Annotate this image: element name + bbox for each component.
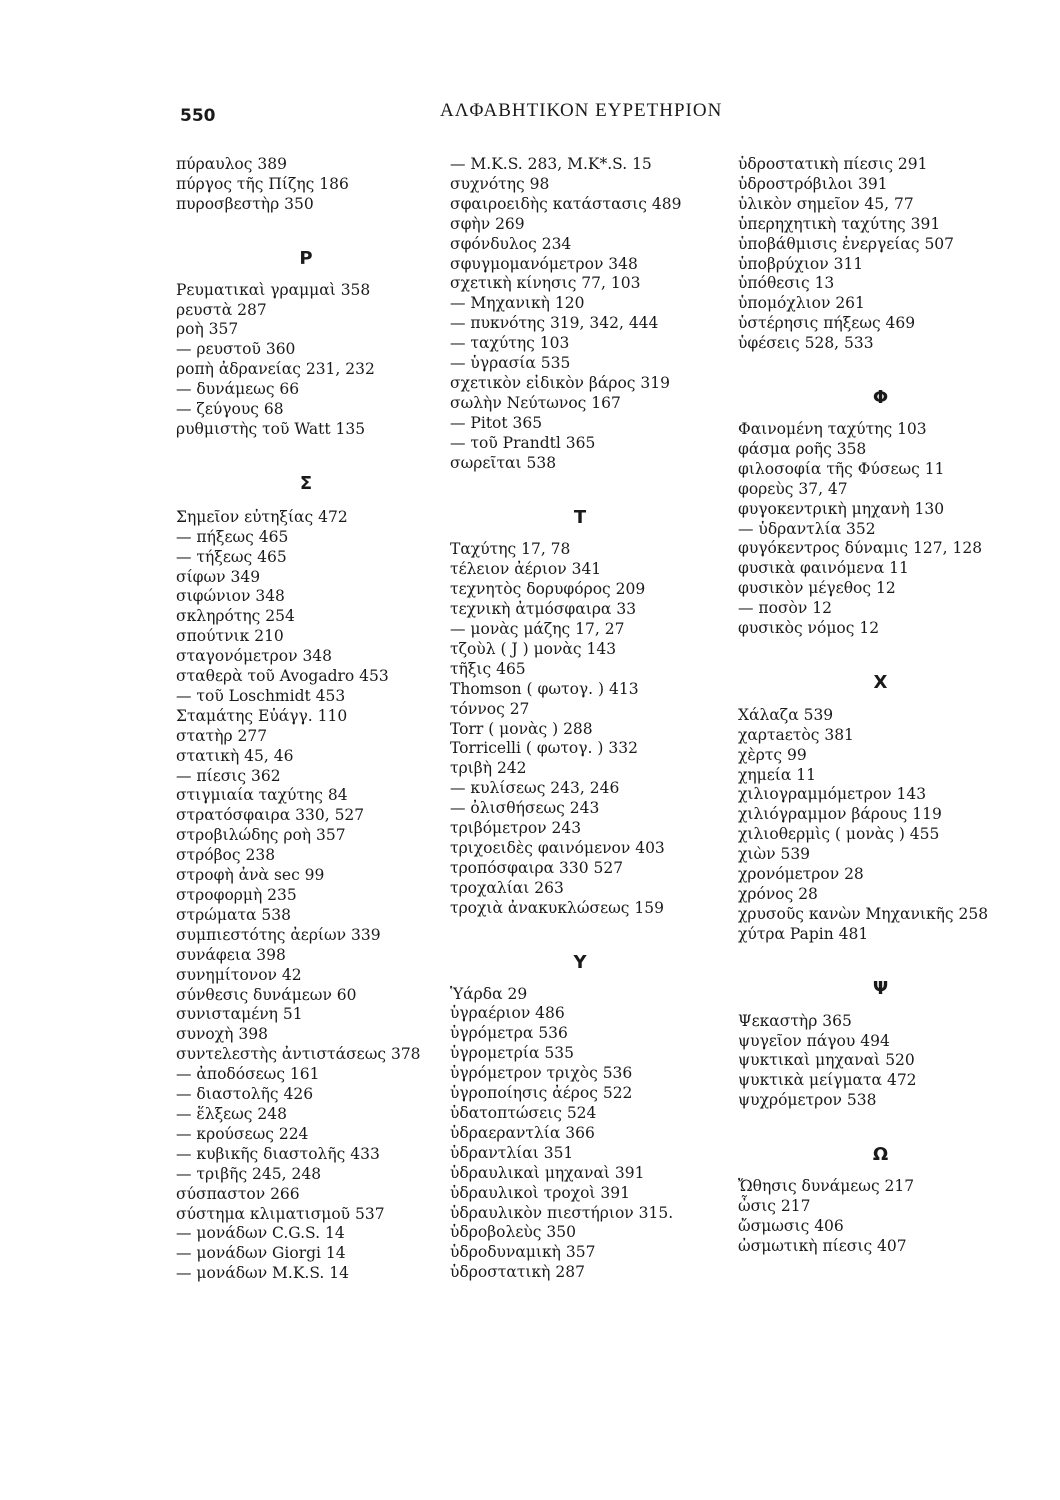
index-entry: ὦσις 217: [738, 1196, 811, 1215]
index-entry: πύργος τῆς Πίζης 186: [176, 174, 349, 193]
index-entry: — Μηχανικὴ 120: [450, 294, 585, 313]
index-entry: — τοῦ Loschmidt 453: [176, 686, 346, 705]
index-entry: συμπιεστότης ἀερίων 339: [176, 925, 381, 944]
index-entry: σχετικὸν εἰδικὸν βάρος 319: [450, 373, 670, 392]
index-entry: φιλοσοφία τῆς Φύσεως 11: [738, 459, 945, 478]
index-entry: ροὴ 357: [176, 320, 239, 339]
index-entry: συνοχὴ 398: [176, 1025, 268, 1044]
page-number: 550: [180, 106, 216, 126]
index-entry: ὑδραυλικὸν πιεστήριον 315.: [450, 1203, 674, 1222]
index-entry: ὠσμωτικὴ πίεσις 407: [738, 1236, 907, 1255]
index-entry: — ἀποδόσεως 161: [176, 1065, 320, 1084]
index-entry: τέλειον ἀέριον 341: [450, 560, 602, 579]
index-entry: Torricelli ( φωτογ. ) 332: [450, 739, 638, 758]
index-entry: σύνθεσις δυνάμεων 60: [176, 985, 357, 1004]
index-entry: στροβιλώδης ροὴ 357: [176, 826, 346, 845]
index-entry: Ὤθησις δυνάμεως 217: [738, 1177, 915, 1196]
index-entry: — πυκνότης 319, 342, 444: [450, 314, 659, 333]
index-entry: χιλιογραμμόμετρον 143: [738, 785, 927, 804]
index-entry: — ποσὸν 12: [738, 599, 832, 618]
index-entry: χρυσοῦς κανὼν Μηχανικῆς 258: [738, 904, 989, 923]
index-entry: ὑπερηχητικὴ ταχύτης 391: [738, 214, 941, 233]
index-entry: στροφὴ ἀνὰ sec 99: [176, 866, 325, 885]
index-entry: ὑδραντλίαι 351: [450, 1143, 574, 1162]
running-head: ΑΛΦΑΒΗΤΙΚΟΝ ΕΥΡΕΤΗΡΙΟΝ: [440, 100, 723, 121]
index-entry: συνισταμένη 51: [176, 1005, 303, 1024]
index-entry: τζοὺλ ( J ) μονὰς 143: [450, 639, 617, 658]
index-entry: Ρευματικαὶ γραμμαὶ 358: [176, 280, 371, 299]
index-entry: χαρτaετὸς 381: [738, 725, 854, 744]
index-entry: φυγοκεντρικὴ μηχανὴ 130: [738, 499, 945, 518]
index-entry: ὑδροβολεὺς 350: [450, 1223, 576, 1242]
entry-list: [450, 540, 715, 918]
index-entry: χιλιοθερμὶς ( μονὰς ) 455: [738, 825, 940, 844]
index-entry: τριβὴ 242: [450, 759, 527, 778]
index-entry: πυροσβεστὴρ 350: [176, 194, 314, 213]
entry-list: [738, 706, 1028, 945]
index-entry: σιφώνιον 348: [176, 587, 285, 606]
index-entry: συνάφεια 398: [176, 945, 286, 964]
index-entry: — τριβῆς 245, 248: [176, 1164, 322, 1183]
index-entry: συντελεστὴς ἀντιστάσεως 378: [176, 1045, 421, 1064]
index-entry: — τήξεως 465: [176, 547, 287, 566]
index-entry: Χάλαζα 539: [738, 705, 834, 724]
entry-list: [176, 508, 426, 1284]
index-entry: σπούτνικ 210: [176, 627, 284, 646]
index-entry: τεχνικὴ ἀτμόσφαιρα 33: [450, 600, 637, 619]
index-entry: τριχοειδὲς φαινόμενον 403: [450, 839, 665, 857]
index-entry: Ὑάρδα 29: [450, 984, 528, 1003]
index-entry: σωλὴν Νεύτωνος 167: [450, 393, 621, 412]
entry-list: [450, 985, 715, 1284]
index-entry: στρώματα 538: [176, 905, 292, 924]
index-entry: — πήξεως 465: [176, 527, 289, 546]
index-entry: ψυκτικὰ μείγματα 472: [738, 1071, 917, 1090]
index-column-3: [738, 155, 1028, 1257]
index-entry: — M.K.S. 283, M.K*.S. 15: [450, 155, 652, 173]
index-entry: σύστημα κλιματισμοῦ 537: [176, 1204, 385, 1223]
index-entry: — δυνάμεως 66: [176, 380, 300, 399]
index-entry: φυσικὰ φαινόμενα 11: [738, 559, 909, 578]
index-entry: ὑγρομετρία 535: [450, 1044, 574, 1063]
entry-list: [738, 155, 1028, 354]
index-entry: ὤσμωσις 406: [738, 1216, 844, 1235]
index-entry: ὑποβρύχιον 311: [738, 254, 864, 273]
index-entry: ὑποβάθμισις ἐνεργείας 507: [738, 234, 955, 253]
index-entry: ψυκτικαὶ μηχαναὶ 520: [738, 1051, 915, 1070]
index-entry: σταθερὰ τοῦ Avogadro 453: [176, 667, 389, 686]
index-entry: — μονάδων M.K.S. 14: [176, 1264, 349, 1283]
section-letter-phi: Φ: [872, 387, 889, 409]
index-entry: συνημίτονον 42: [176, 965, 302, 984]
index-entry: ὑδραεραντλία 366: [450, 1123, 595, 1142]
index-entry: ὑδραυλικαὶ μηχαναὶ 391: [450, 1163, 645, 1182]
index-entry: ψυχρόμετρον 538: [738, 1091, 877, 1110]
section-letter-chi: Χ: [873, 671, 888, 693]
index-entry: ὑδραυλικοὶ τροχοὶ 391: [450, 1183, 631, 1202]
index-entry: στρόβος 238: [176, 846, 276, 865]
index-entry: — ὑγρασία 535: [450, 354, 571, 373]
section-letter-sigma: Σ: [299, 472, 313, 494]
index-entry: — μονάδων C.G.S. 14: [176, 1224, 345, 1243]
index-entry: χρόνος 28: [738, 885, 818, 903]
index-entry: ὑγρόμετρον τριχὸς 536: [450, 1064, 633, 1083]
index-entry: — ρευστοῦ 360: [176, 340, 296, 359]
index-entry: τῆξις 465: [450, 659, 526, 678]
index-entry: τροχιὰ ἀνακυκλώσεως 159: [450, 898, 664, 917]
index-entry: στιγμιαία ταχύτης 84: [176, 786, 348, 805]
index-entry: σφὴν 269: [450, 214, 525, 233]
index-entry: — ὀλισθήσεως 243: [450, 799, 600, 818]
entry-list: [176, 281, 426, 440]
index-entry: ρευστὰ 287: [176, 300, 267, 319]
index-entry: ροπὴ ἀδρανείας 231, 232: [176, 360, 375, 379]
index-entry: ὑδροδυναμικὴ 357: [450, 1243, 596, 1262]
index-entry: πύραυλος 389: [176, 155, 287, 173]
index-entry: ὑδροστατικὴ 287: [450, 1263, 585, 1282]
index-entry: — κυβικῆς διαστολῆς 433: [176, 1144, 380, 1163]
index-entry: σχετικὴ κίνησις 77, 103: [450, 274, 641, 293]
index-entry: χρονόμετρον 28: [738, 865, 864, 884]
index-entry: ὑδατοπτώσεις 524: [450, 1103, 597, 1122]
section-letter-rho: Ρ: [299, 247, 313, 269]
section-letter-tau: Τ: [573, 506, 587, 528]
index-entry: Ταχύτης 17, 78: [450, 540, 571, 559]
index-entry: ὑγραέριον 486: [450, 1004, 565, 1023]
index-entry: ὑλικὸν σημεῖον 45, 77: [738, 194, 914, 213]
index-entry: ὑδροστρόβιλοι 391: [738, 174, 888, 193]
index-entry: ψυγεῖον πάγου 494: [738, 1031, 890, 1050]
index-entry: Thomson ( φωτογ. ) 413: [450, 679, 639, 698]
index-entry: — τοῦ Prandtl 365: [450, 433, 596, 452]
index-entry: τόννος 27: [450, 699, 530, 718]
index-entry: ὑδροστατικὴ πίεσις 291: [738, 155, 928, 173]
index-entry: σφόνδυλος 234: [450, 234, 572, 253]
index-column-1: [176, 155, 426, 1284]
index-entry: σταγονόμετρον 348: [176, 647, 333, 666]
index-entry: στατικὴ 45, 46: [176, 746, 294, 765]
index-entry: — ὑδραντλία 352: [738, 519, 876, 538]
entry-list: [738, 1177, 1028, 1257]
index-entry: ὑπομόχλιον 261: [738, 294, 865, 313]
index-entry: φυσικὸς νόμος 12: [738, 619, 880, 638]
index-entry: τροχαλίαι 263: [450, 878, 564, 897]
index-entry: σφυγμομανόμετρον 348: [450, 254, 638, 273]
index-entry: φυγόκεντρος δύναμις 127, 128: [738, 539, 983, 558]
index-entry: — κυλίσεως 243, 246: [450, 779, 620, 798]
index-entry: τριβόμετρον 243: [450, 819, 582, 838]
section-letter-psi: Ψ: [872, 977, 889, 999]
index-entry: — ἕλξεως 248: [176, 1104, 287, 1123]
index-entry: χύτρα Papin 481: [738, 924, 869, 943]
index-entry: ὑπόθεσις 13: [738, 274, 835, 293]
entry-list: [176, 155, 426, 215]
index-entry: σωρεῖται 538: [450, 453, 557, 472]
index-entry: χημεία 11: [738, 765, 816, 784]
index-entry: ρυθμιστὴς τοῦ Watt 135: [176, 419, 366, 438]
index-entry: τεχνητὸς δορυφόρος 209: [450, 580, 646, 599]
entry-list: [450, 155, 715, 474]
index-entry: Φαινομένη ταχύτης 103: [738, 419, 927, 438]
index-entry: Σταμάτης Εὐάγγ. 110: [176, 706, 348, 725]
index-entry: σίφων 349: [176, 567, 261, 586]
index-entry: στατὴρ 277: [176, 726, 268, 745]
index-entry: στρατόσφαιρα 330, 527: [176, 806, 365, 825]
index-entry: — μονὰς μάζης 17, 27: [450, 620, 625, 639]
section-letter-upsilon: Υ: [573, 951, 587, 973]
index-entry: — ζεύγους 68: [176, 400, 284, 419]
index-entry: τροπόσφαιρα 330 527: [450, 858, 624, 877]
index-entry: χιὼν 539: [738, 845, 811, 864]
index-entry: σκληρότης 254: [176, 607, 295, 626]
index-entry: — μονάδων Giorgi 14: [176, 1244, 346, 1263]
index-entry: Σημεῖον εὐτηξίας 472: [176, 507, 348, 526]
entry-list: [738, 420, 1028, 639]
index-entry: — κρούσεως 224: [176, 1124, 309, 1143]
index-entry: στροφορμὴ 235: [176, 886, 297, 904]
index-entry: χιλιόγραμμον βάρους 119: [738, 805, 942, 824]
index-entry: — διαστολῆς 426: [176, 1085, 314, 1104]
index-entry: συχνότης 98: [450, 174, 550, 193]
index-entry: — ταχύτης 103: [450, 334, 570, 353]
index-entry: χὲρτς 99: [738, 745, 807, 764]
index-entry: — πίεσις 362: [176, 766, 281, 785]
section-letter-omega: Ω: [872, 1144, 889, 1166]
entry-list: [738, 1012, 1028, 1112]
index-entry: ὑστέρησις πήξεως 469: [738, 314, 916, 333]
index-entry: ὑφέσεις 528, 533: [738, 334, 874, 353]
index-entry: — Pitot 365: [450, 413, 543, 432]
index-entry: φυσικὸν μέγεθος 12: [738, 579, 896, 598]
index-column-2: [450, 155, 715, 1283]
index-entry: Ψεκαστὴρ 365: [738, 1011, 852, 1030]
index-entry: φάσμα ροῆς 358: [738, 439, 867, 458]
index-entry: σφαιροειδὴς κατάστασις 489: [450, 194, 682, 213]
index-entry: ὑγροποίησις ἀέρος 522: [450, 1084, 633, 1103]
index-entry: φορεὺς 37, 47: [738, 479, 848, 498]
index-entry: σύσπαστον 266: [176, 1184, 300, 1203]
index-entry: Torr ( μονὰς ) 288: [450, 719, 593, 738]
index-entry: ὑγρόμετρα 536: [450, 1024, 568, 1043]
